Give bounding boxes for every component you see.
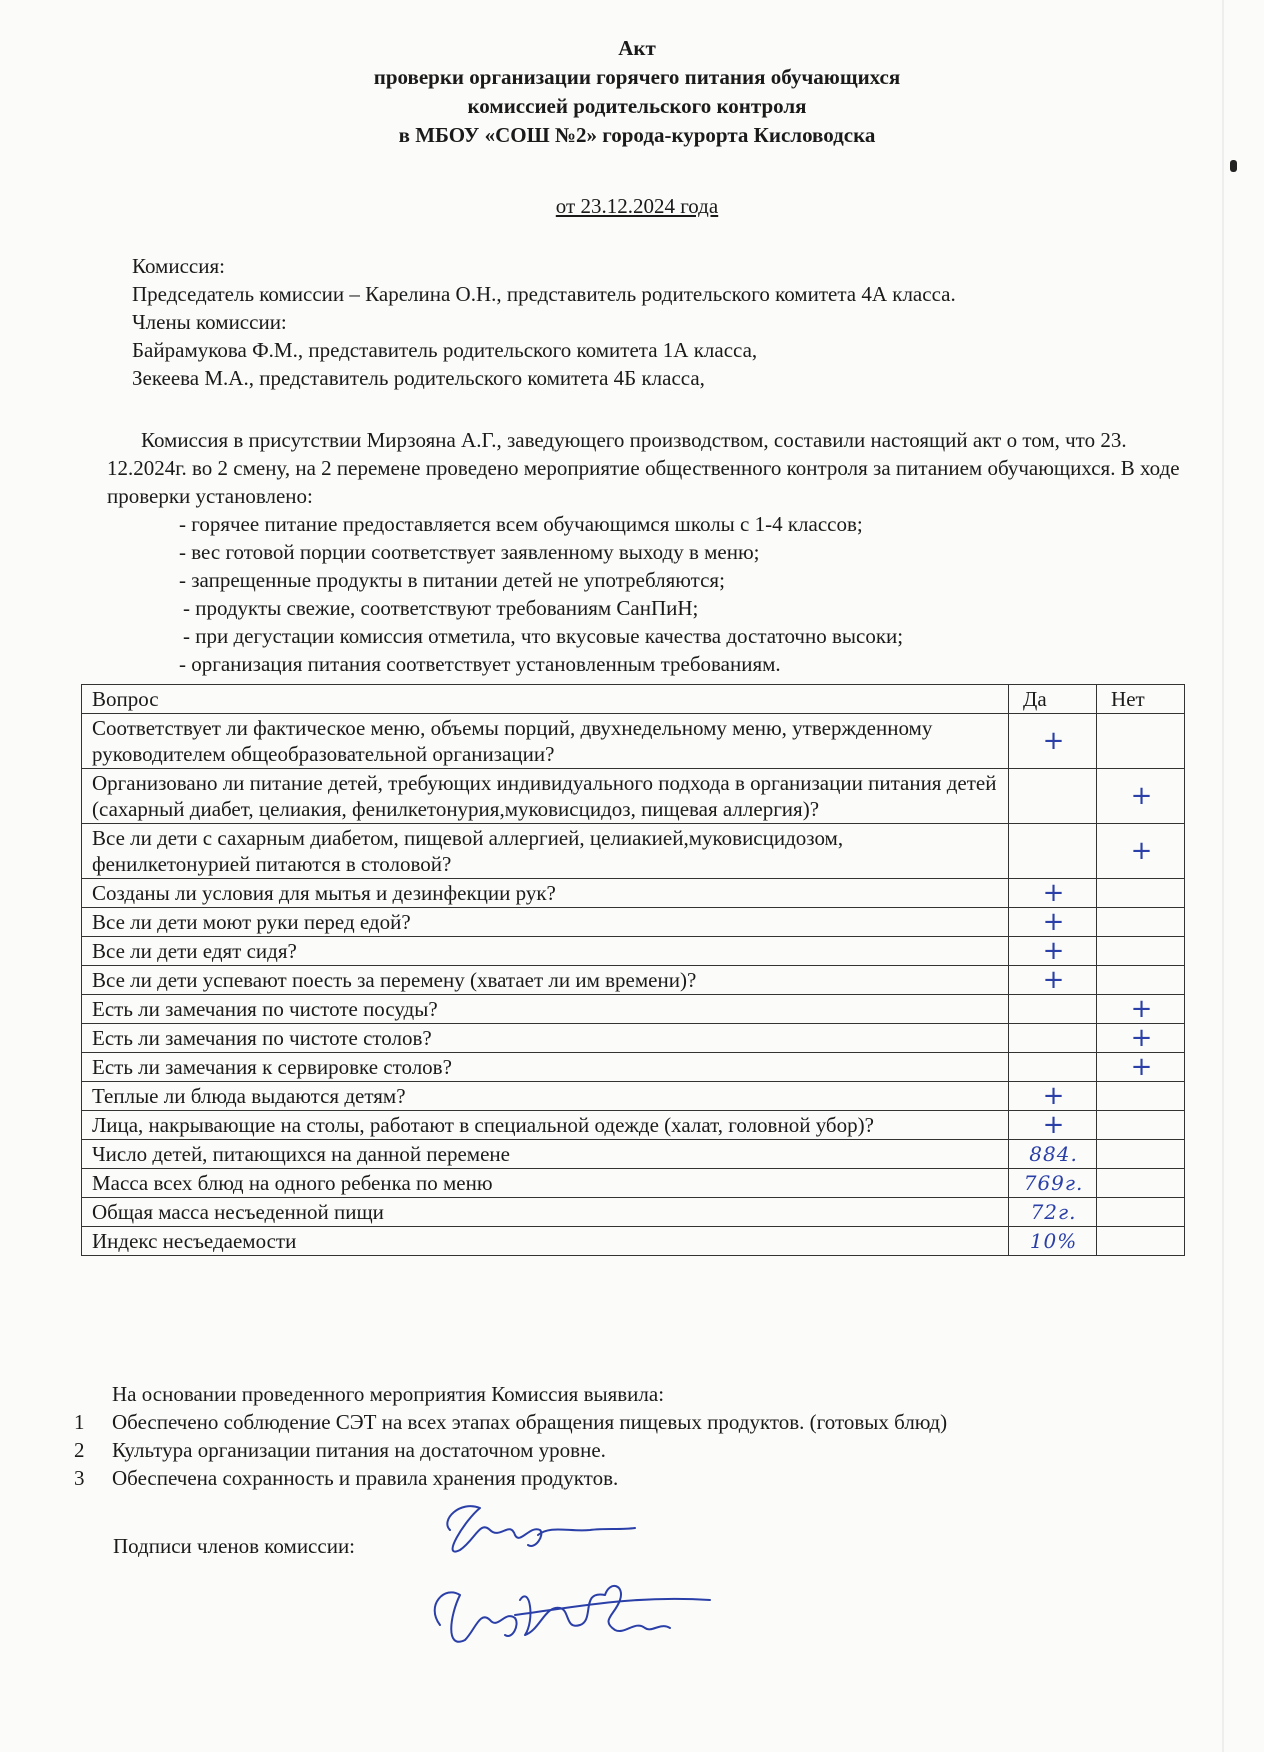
conclusion-text: Обеспечено соблюдение СЭТ на всех этапах обращения пищевых продуктов. (готовых блюд) xyxy=(112,1410,948,1434)
table-body xyxy=(82,714,1185,1256)
no-cell xyxy=(1097,1198,1185,1227)
finding-item: - при дегустации комиссия отметила, что вкусовые качества достаточно высоки; xyxy=(183,624,904,648)
yes-cell: + xyxy=(1009,1111,1097,1140)
header-yes: Да xyxy=(1009,685,1097,714)
doc-subtitle-2: комиссией родительского контроля xyxy=(467,94,807,118)
question-cell: Все ли дети успевают поесть за перемену (хватает ли им времени)? xyxy=(82,966,1009,995)
conclusion-item xyxy=(74,1464,947,1492)
commission-label: Комиссия: xyxy=(132,254,225,278)
no-cell xyxy=(1097,1227,1185,1256)
table-row xyxy=(82,966,1185,995)
yes-cell: + xyxy=(1009,879,1097,908)
no-cell xyxy=(1097,1169,1185,1198)
table-row xyxy=(82,937,1185,966)
header-question: Вопрос xyxy=(82,685,1009,714)
conclusion-number: 2 xyxy=(74,1438,85,1462)
title-block xyxy=(0,34,1264,150)
findings-list xyxy=(107,510,1187,678)
yes-cell xyxy=(1009,1053,1097,1082)
commission-chair: Председатель комиссии – Карелина О.Н., представитель родительского комитета 4А класса. xyxy=(132,282,956,306)
doc-title: Акт xyxy=(618,36,656,60)
members-label: Члены комиссии: xyxy=(132,310,287,334)
finding-item: - запрещенные продукты в питании детей не употребляются; xyxy=(179,568,725,592)
yes-cell xyxy=(1009,995,1097,1024)
question-cell: Все ли дети моют руки перед едой? xyxy=(82,908,1009,937)
conclusion-number: 3 xyxy=(74,1466,85,1490)
no-cell: + xyxy=(1097,1024,1185,1053)
conclusion-text: Культура организации питания на достаточном уровне. xyxy=(112,1438,606,1462)
table-row xyxy=(82,1082,1185,1111)
finding-item: - продукты свежие, соответствуют требованиям СанПиН; xyxy=(183,596,699,620)
table-row xyxy=(82,1227,1185,1256)
conclusion-text: Обеспечена сохранность и правила хранения продуктов. xyxy=(112,1466,619,1490)
no-cell: + xyxy=(1097,1053,1185,1082)
table-row xyxy=(82,908,1185,937)
yes-cell: 10% xyxy=(1009,1227,1097,1256)
no-cell: + xyxy=(1097,769,1185,824)
member-1: Байрамукова Ф.М., представитель родительского комитета 1А класса, xyxy=(132,338,758,362)
finding-item: - горячее питание предоставляется всем обучающимся школы с 1-4 классов; xyxy=(179,512,863,536)
no-cell: + xyxy=(1097,824,1185,879)
signature-1-stroke xyxy=(447,1506,635,1551)
table-row xyxy=(82,714,1185,769)
yes-cell: + xyxy=(1009,714,1097,769)
question-cell: Число детей, питающихся на данной перемене xyxy=(82,1140,1009,1169)
question-cell: Есть ли замечания по чистоте посуды? xyxy=(82,995,1009,1024)
no-cell: + xyxy=(1097,995,1185,1024)
question-cell: Есть ли замечания по чистоте столов? xyxy=(82,1024,1009,1053)
doc-subtitle-3: в МБОУ «СОШ №2» города-курорта Кисловодска xyxy=(398,123,876,147)
yes-cell: 769г. xyxy=(1009,1169,1097,1198)
signature-2-stroke xyxy=(435,1586,670,1642)
yes-cell xyxy=(1009,769,1097,824)
header-no: Нет xyxy=(1097,685,1185,714)
question-cell: Соответствует ли фактическое меню, объемы порций, двухнедельному меню, утвержденному руководителем общеобразовательной организации? xyxy=(82,714,1009,769)
table-row xyxy=(82,1024,1185,1053)
table-row xyxy=(82,824,1185,879)
inspection-table xyxy=(81,684,1185,1256)
yes-cell: + xyxy=(1009,937,1097,966)
intro-block xyxy=(107,426,1187,678)
conclusion-item xyxy=(74,1408,947,1436)
question-cell: Все ли дети едят сидя? xyxy=(82,937,1009,966)
table-row xyxy=(82,769,1185,824)
no-cell xyxy=(1097,1111,1185,1140)
question-cell: Теплые ли блюда выдаются детям? xyxy=(82,1082,1009,1111)
table-row xyxy=(82,1111,1185,1140)
signatures-image xyxy=(420,1490,720,1660)
yes-cell: + xyxy=(1009,1082,1097,1111)
yes-cell: 72г. xyxy=(1009,1198,1097,1227)
yes-cell: + xyxy=(1009,966,1097,995)
no-cell xyxy=(1097,908,1185,937)
yes-cell xyxy=(1009,824,1097,879)
yes-cell: + xyxy=(1009,908,1097,937)
finding-item: - вес готовой порции соответствует заявленному выходу в меню; xyxy=(179,540,760,564)
commission-block xyxy=(132,252,956,392)
scan-dot xyxy=(1230,160,1237,172)
conclusion-lead: На основании проведенного мероприятия Комиссия выявила: xyxy=(112,1382,665,1406)
no-cell xyxy=(1097,937,1185,966)
scan-edge xyxy=(1222,0,1224,1752)
table-row xyxy=(82,1169,1185,1198)
doc-date xyxy=(0,194,1264,219)
no-cell xyxy=(1097,879,1185,908)
conclusion-item xyxy=(74,1436,947,1464)
table-header-row xyxy=(82,685,1185,714)
question-cell: Масса всех блюд на одного ребенка по меню xyxy=(82,1169,1009,1198)
question-cell: Индекс несъедаемости xyxy=(82,1227,1009,1256)
signatures-label: Подписи членов комиссии: xyxy=(113,1534,356,1558)
yes-cell: 884. xyxy=(1009,1140,1097,1169)
question-cell: Организовано ли питание детей, требующих индивидуального подхода в организации питания детей (сахарный диабет, целиакия, фенилкетонурия,муковисцидоз, пищевая аллергия)? xyxy=(82,769,1009,824)
table-row xyxy=(82,1140,1185,1169)
finding-item: - организация питания соответствует установленным требованиям. xyxy=(179,652,781,676)
doc-subtitle-1: проверки организации горячего питания обучающихся xyxy=(373,65,901,89)
conclusion-number: 1 xyxy=(74,1410,85,1434)
member-2: Зекеева М.А., представитель родительского комитета 4Б класса, xyxy=(132,366,705,390)
yes-cell xyxy=(1009,1024,1097,1053)
question-cell: Созданы ли условия для мытья и дезинфекции рук? xyxy=(82,879,1009,908)
no-cell xyxy=(1097,1140,1185,1169)
question-cell: Все ли дети с сахарным диабетом, пищевой аллергией, целиакией,муковисцидозом, фенилкетонурией питаются в столовой? xyxy=(82,824,1009,879)
conclusion-list xyxy=(74,1408,947,1492)
no-cell xyxy=(1097,714,1185,769)
table-row xyxy=(82,995,1185,1024)
table-row xyxy=(82,1053,1185,1082)
intro-paragraph: Комиссия в присутствии Мирзояна А.Г., заведующего производством, составили настоящий акт о том, что 23. 12.2024г. во 2 смену, на 2 перемене проведено мероприятие общественного контроля за питанием обучающихся. В ходе проверки установлено: xyxy=(107,428,1180,508)
table-row xyxy=(82,879,1185,908)
doc-date-text: от 23.12.2024 года xyxy=(555,194,719,218)
no-cell xyxy=(1097,966,1185,995)
question-cell: Общая масса несъеденной пищи xyxy=(82,1198,1009,1227)
no-cell xyxy=(1097,1082,1185,1111)
table-row xyxy=(82,1198,1185,1227)
question-cell: Лица, накрывающие на столы, работают в специальной одежде (халат, головной убор)? xyxy=(82,1111,1009,1140)
question-cell: Есть ли замечания к сервировке столов? xyxy=(82,1053,1009,1082)
conclusion-block xyxy=(74,1380,947,1492)
